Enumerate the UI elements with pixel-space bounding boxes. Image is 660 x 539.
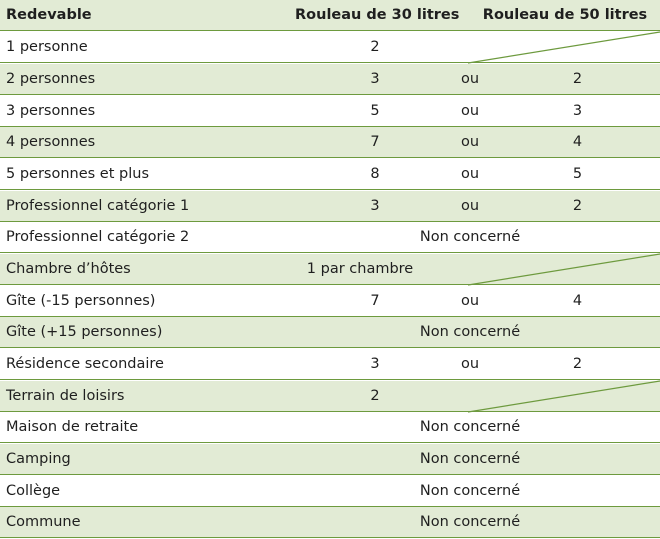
table-row xyxy=(0,507,660,538)
table-row xyxy=(0,64,660,95)
table-row xyxy=(0,32,660,63)
row-value-50: 3 xyxy=(572,103,583,119)
table-row xyxy=(0,349,660,380)
row-value-50: 4 xyxy=(572,293,583,309)
row-value-50: 2 xyxy=(572,356,583,372)
row-value-50: 4 xyxy=(572,134,583,150)
row-value-30: 3 xyxy=(370,356,380,372)
row-non-concerne: Non concerné xyxy=(419,419,521,435)
row-name: Résidence secondaire xyxy=(6,356,164,372)
row-name: Collège xyxy=(6,483,61,499)
table-row xyxy=(0,159,660,190)
row-ou: ou xyxy=(460,293,480,309)
diagonal-strike xyxy=(0,254,660,285)
table-row xyxy=(0,412,660,443)
row-value-30: 8 xyxy=(370,166,380,182)
row-value-30: 7 xyxy=(370,134,380,150)
row-value-30: 3 xyxy=(370,71,380,87)
row-name: 4 personnes xyxy=(6,134,96,150)
row-value-50: 2 xyxy=(572,71,583,87)
row-non-concerne: Non concerné xyxy=(419,483,521,499)
table-header-row xyxy=(0,0,660,31)
row-ou: ou xyxy=(460,356,480,372)
row-name: Commune xyxy=(6,514,81,530)
row-name: Professionnel catégorie 2 xyxy=(6,229,190,245)
row-name: 3 personnes xyxy=(6,103,96,119)
diagonal-strike xyxy=(0,381,660,412)
table-row xyxy=(0,286,660,317)
row-name: Terrain de loisirs xyxy=(6,388,125,404)
row-value-30-wide: 1 par chambre xyxy=(306,261,414,277)
row-value-50: 5 xyxy=(572,166,583,182)
table-row xyxy=(0,381,660,412)
table-row xyxy=(0,317,660,348)
diagonal-strike xyxy=(0,32,660,63)
row-value-30: 2 xyxy=(370,388,380,404)
row-value-30: 7 xyxy=(370,293,380,309)
table-row xyxy=(0,127,660,158)
table-row xyxy=(0,222,660,253)
row-name: 5 personnes et plus xyxy=(6,166,150,182)
row-name: 1 personne xyxy=(6,39,88,55)
row-value-30: 5 xyxy=(370,103,380,119)
row-non-concerne: Non concerné xyxy=(419,514,521,530)
row-value-30: 3 xyxy=(370,198,380,214)
row-ou: ou xyxy=(460,71,480,87)
header-rouleau-50: Rouleau de 50 litres xyxy=(482,7,648,23)
row-value-50: 2 xyxy=(572,198,583,214)
row-name: Chambre d’hôtes xyxy=(6,261,131,277)
table-row xyxy=(0,444,660,475)
row-ou: ou xyxy=(460,198,480,214)
header-rouleau-30: Rouleau de 30 litres xyxy=(295,7,460,23)
row-ou: ou xyxy=(460,166,480,182)
table-row xyxy=(0,96,660,127)
row-name: Maison de retraite xyxy=(6,419,139,435)
table-row xyxy=(0,476,660,507)
row-ou: ou xyxy=(460,134,480,150)
row-value-30: 2 xyxy=(370,39,380,55)
row-name: Gîte (-15 personnes) xyxy=(6,293,156,309)
table-row xyxy=(0,191,660,222)
row-name: Camping xyxy=(6,451,71,467)
header-redevable: Redevable xyxy=(6,7,92,23)
row-name: Gîte (+15 personnes) xyxy=(6,324,163,340)
row-name: Professionnel catégorie 1 xyxy=(6,198,190,214)
table-row xyxy=(0,254,660,285)
row-non-concerne: Non concerné xyxy=(419,451,521,467)
row-name: 2 personnes xyxy=(6,71,96,87)
row-non-concerne: Non concerné xyxy=(419,324,521,340)
row-ou: ou xyxy=(460,103,480,119)
row-non-concerne: Non concerné xyxy=(419,229,521,245)
